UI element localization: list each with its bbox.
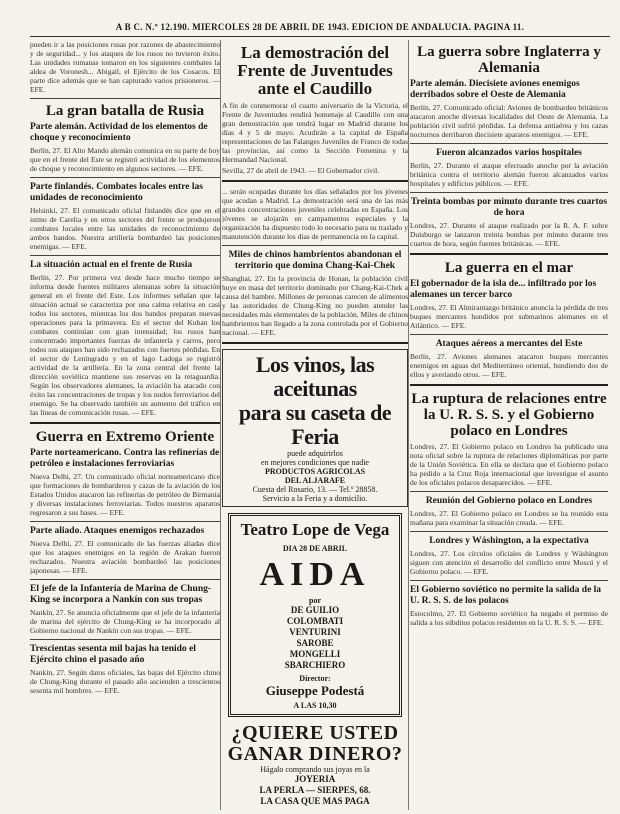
ad-text: Hágalo comprando sus joyas en la [260, 765, 370, 774]
divider [410, 580, 608, 581]
headline-war-at-sea: La guerra en el mar [444, 260, 574, 276]
subhead: El Gobierno soviético no permite la salida de la U. R. S. S. de los polacos [410, 585, 602, 606]
opera-title: AIDA [259, 556, 371, 593]
ad-headline: GANAR DINERO? [227, 743, 403, 765]
jewelry-advertisement [222, 723, 408, 807]
cast-member: MONGELLI [289, 649, 341, 659]
column-middle [222, 40, 408, 810]
headline-urss-poland: La ruptura de relaciones entre la U. R. S. S. y el Gobierno polaco en Londres [411, 391, 607, 439]
cast-member: DE GUILIO [290, 605, 340, 615]
divider [222, 245, 408, 246]
ad-text: en mejores condiciones que nadie [261, 458, 369, 467]
subhead: Parte alemán. Actividad de los elementos de choque y reconocimiento [30, 122, 208, 143]
column-divider [220, 40, 221, 810]
page-header: A B C. N.º 12.190. MIERCOLES 28 DE ABRIL DE 1943. EDICION DE ANDALUCIA. PAGINA 11. [30, 22, 610, 37]
cast-list [234, 605, 396, 671]
show-time: A LAS 10,30 [293, 701, 337, 710]
divider [410, 253, 608, 255]
divider [222, 342, 408, 344]
divider [30, 98, 220, 99]
column-right [410, 40, 608, 810]
theatre-name: Teatro Lope de Vega [240, 520, 390, 539]
ad-headline: Los vinos, las aceitunas [255, 352, 375, 401]
article-text: Berlín, 27. El Alto Mando alemán comunica en su parte de hoy que en el frente del Este se registró actividad de los elementos de choque y reconocimiento en algunos sectores. — EFE. [30, 146, 220, 173]
article-text: Helsinki, 27. El comunicado oficial finlandés dice que en el istmo de Carelia y en otros sectores del frente se produjeron combates locales entre las unidades de reconocimiento de ambos bandos. Nuestra artillería bombardeó las posiciones enemigas. — EFE. [30, 206, 220, 251]
ad-address: LA PERLA — SIERPES, 68. [259, 785, 371, 795]
column-divider [408, 40, 409, 810]
divider [410, 143, 608, 144]
article-text: Berlín, 27. Aviones alemanes atacaron buques mercantes enemigos en aguas del Mediterráneo oriental, hundiendo dos de ellos y averiando otros. — EFE. [410, 352, 608, 379]
article-text: Berlín, 27. Durante el ataque efectuado anoche por la aviación británica contra el territorio alemán fueron alcanzados varios hospitales y edificios públicos. — EFE. [410, 161, 608, 188]
headline-england-germany: La guerra sobre Inglaterra y Alemania [417, 44, 601, 76]
article-text: Londres, 27. El Almirantazgo británico anuncia la pérdida de tres buques mercantes hundidos por submarinos alemanes en el Atlántico. — EFE. [410, 303, 608, 330]
subhead: Parte aliado. Ataques enemigos rechazados [30, 526, 205, 536]
ad-company: DEL ALJARAFE [284, 476, 346, 485]
article-text: Londres, 27. El Gobierno polaco en Londres se ha reunido esta mañana para examinar la situación creada. — EFE. [410, 509, 608, 527]
column-left [30, 40, 220, 810]
subhead: El gobernador de la isla de... infiltrado por los alemanes un tercer barco [410, 279, 597, 300]
divider [410, 384, 608, 386]
cast-member: COLOMBATI [286, 616, 344, 626]
subhead: Londres y Wáshington, a la expectativa [429, 536, 589, 546]
article-signature: Sevilla, 27 de abril de 1943. — El Gobernador civil. [222, 166, 380, 175]
wine-advertisement [222, 349, 408, 507]
divider [410, 491, 608, 492]
divider [410, 531, 608, 532]
article-text: Nankín, 27. Se anuncia oficialmente que el jefe de la infantería de marina del ejército de Chung-King se ha incorporado al Gobierno nacional de Nankín con sus tropas. — EFE. [30, 608, 220, 635]
divider [410, 334, 608, 335]
article-text: Londres, 27. Los círculos oficiales de Londres y Wáshington siguen con atención el desarrollo del conflicto entre Moscú y el Gobierno polaco. — EFE. [410, 549, 608, 576]
headline-battle-russia: La gran batalla de Rusia [45, 103, 205, 119]
subhead: Reunión del Gobierno polaco en Londres [425, 496, 593, 506]
divider [222, 180, 408, 182]
headline-far-east: Guerra en Extremo Oriente [35, 429, 215, 445]
divider [30, 639, 220, 640]
divider [30, 521, 220, 522]
ad-text: Servicio a la Feria y a domicilio. [262, 494, 368, 503]
subhead: Parte alemán. Diecisiete aviones enemigos derribados sobre el Oeste de Alemania [410, 79, 580, 100]
article-text: Nankín, 27. Según datos oficiales, las bajas del Ejército chino de Chung-King durante el pasado año ascienden a trescientos sesenta mil hombres. — EFE. [30, 668, 220, 695]
ad-company: JOYERIA [294, 774, 336, 784]
article-text: Nueva Delhi, 27. Un comunicado oficial norteamericano dice que formaciones de bombarderos y cazas de la aviación de los Estados Unidos atacaron las refinerías de petróleo de Birmania y diversas instalaciones ferroviarias. Todos nuestros aparatos regresaron a sus bases. — EFE. [30, 472, 220, 517]
intro-text: pueden ir a las posiciones rusas por razones de abastecimiento y de seguridad... y los ataques de los rusos no tuvieron éxito. Las unidades rumanas tomaron en los siguientes combates la aldea de Voronesh... Abigail, el Ejército de los Cosacos. El parte dice además que se han capturado varios prisioneros. — EFE. [30, 40, 220, 94]
cast-member: SBARCHIERO [284, 660, 346, 670]
theatre-date: DIA 28 DE ABRIL [282, 544, 348, 553]
subhead: La situación actual en el frente de Rusia [30, 260, 193, 270]
article-text: Londres, 27. Durante el ataque realizado por la R. A. F. sobre Duisburgo se lanzaron treinta bombas por minuto durante tres cuartos de hora, según fuentes británicas. — EFE. [410, 221, 608, 248]
ad-headline: para su caseta de Feria [238, 400, 392, 449]
cast-member: VENTURINI [289, 627, 341, 637]
ad-company: PRODUCTOS AGRICOLAS [264, 467, 366, 476]
subhead: Treinta bombas por minuto durante tres cuartos de hora [410, 197, 608, 218]
article-text: Londres, 27. El Gobierno polaco en Londres ha publicado una nota oficial sobre la ruptura de relaciones diplomáticas por parte de la Unión Soviética. En ella se declara que el Gobierno polaco ha pedido a la Cruz Roja internacional que investigue el asunto de los oficiales polacos desaparecidos. — EFE. [410, 442, 608, 487]
subhead: Miles de chinos hambrientos abandonan el territorio que domina Chang-Kai-Chek [228, 250, 402, 271]
subhead: Parte norteamericano. Contra las refinerías de petróleo e instalaciones ferroviarias [30, 448, 220, 469]
cast-member: SAROBE [296, 638, 334, 648]
divider [30, 422, 220, 424]
divider [30, 255, 220, 256]
divider [30, 177, 220, 178]
article-text: Nueva Delhi, 27. El comunicado de las fuerzas aliadas dice que los ataques enemigos en la región de Arakan fueron rechazados. Nuestra aviación bombardeó las posiciones japonesas. — EFE. [30, 539, 220, 575]
subhead: Ataques aéreos a mercantes del Este [435, 339, 583, 349]
subhead: Parte finlandés. Combates locales entre las unidades de reconocimiento [30, 182, 203, 203]
ad-slogan: LA CASA QUE MAS PAGA [260, 796, 370, 806]
director-label: Director: [299, 674, 331, 683]
divider [30, 579, 220, 580]
article-text: A fin de conmemorar el cuarto aniversario de la Victoria, el Frente de Juventudes rendirá homenaje al Caudillo con una gran demostración que tendrá lugar en Madrid durante los días 4 y 5 de mayo. Acudirán a la capital de España representaciones de las Falanges Juveniles de Franco de todas las provincias, así como la Sección Femenina y la Hermandad Nacional. [222, 101, 408, 164]
ad-address: Cuesta del Rosario, 13. — Tel.º 28858. [252, 485, 378, 494]
article-text: Estocolmo, 27. El Gobierno soviético ha negado el permiso de salida a los súbditos polacos residentes en la U. R. S. S. — EFE. [410, 609, 608, 627]
article-text: Berlín, 27. Por primera vez desde hace mucho tiempo se informa desde fuentes militares alemanas sobre la situación general en el frente del Este. Los informes señalan que la situación actual se caracteriza por una calma relativa en casi todos los sectores, mientras los dos bandos preparan nuevas operaciones para la primavera. En el sector del Kuban los combates continúan con gran intensidad; los rusos han concentrado importantes fuerzas de infantería y carros, pero todos sus ataques han sido rechazados con fuertes pérdidas. En el sector de Leningrado y en el lago Ladoga se registró actividad de la artillería. En la zona central del frente la dirección soviética mantiene sus reservas en la retaguardia. Según los observadores alemanes, la aviación ha atacado con éxito las concentraciones de tropas y los nudos ferroviarios del enemigo. Se ha observado también un aumento del tráfico en las líneas de comunicación rusas. — EFE. [30, 273, 220, 417]
subhead: Trescientas sesenta mil bajas ha tenido el Ejército chino el pasado año [30, 644, 196, 665]
subhead: El jefe de la Infantería de Marina de Chung-King se incorpora a Nankín con sus tropas [30, 584, 212, 605]
article-text: Berlín, 27. Comunicado oficial: Aviones de bombardeo británicos atacaron anoche diversas localidades del Oeste de Alemania. La población civil sufrió pérdidas. La defensa antiaérea y los cazas nocturnos derribaron diecisiete aparatos enemigos. — EFE. [410, 103, 608, 139]
subhead: Fueron alcanzados varios hospitales [436, 148, 582, 158]
cast-label: por [309, 596, 321, 605]
ad-headline: ¿QUIERE USTED [231, 722, 399, 744]
director-name: Giuseppe Podestá [265, 683, 365, 698]
article-text: Shanghai, 27. En la provincia de Honan, la población civil huye en masa del territorio dominado por Chang-Kai-Chek a causa del hambre. Millones de personas carecen de alimentos y las autoridades de Chung-King no pueden atender las necesidades más elementales de la población. Miles de chinos hambrientos han llegado a la zona controlada por el Gobierno nacional. — EFE. [222, 274, 408, 337]
theatre-advertisement [228, 513, 402, 717]
divider [410, 192, 608, 193]
ad-text: puede adquirirlos [287, 449, 343, 458]
headline-demonstration: La demostración del Frente de Juventudes ante el Caudillo [237, 43, 393, 98]
article-text: ... serán ocupadas durante los días señalados por los jóvenes que acudan a Madrid. La demostración será una de las más grandes concentraciones juveniles celebradas en España. Los jóvenes se alojarán en campamentos especiales y la organización ha dispuesto todo lo necesario para su traslado y manutención durante los días de permanencia en la capital. [222, 187, 408, 241]
